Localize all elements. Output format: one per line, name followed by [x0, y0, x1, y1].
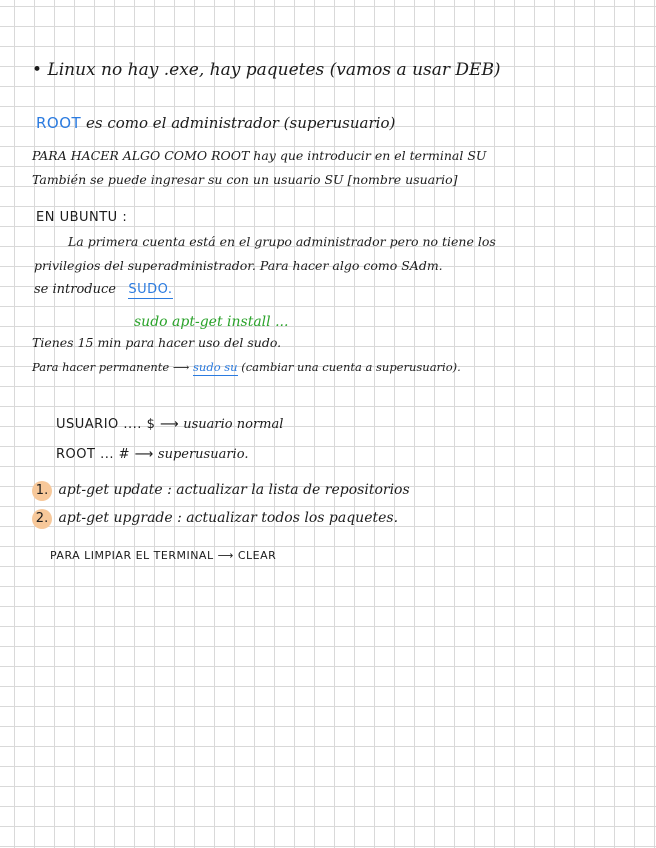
- line-sudo-install: sudo apt-get install ...: [134, 314, 289, 330]
- list-item-update-text: apt-get update : actualizar la lista de repositorios: [58, 482, 410, 498]
- usuario-desc: usuario normal: [183, 417, 284, 432]
- line-permanente: [32, 362, 461, 374]
- line-tambien: También se puede ingresar su con un usuario SU [nombre usuario]: [32, 172, 458, 187]
- root-desc: superusuario.: [157, 447, 249, 462]
- line-root-text: es como el administrador (superusuario): [85, 114, 396, 132]
- line-primera-cuenta: La primera cuenta está en el grupo administrador pero no tiene los: [68, 234, 496, 249]
- sudo-su-word: sudo su: [193, 360, 238, 374]
- line-linux: [32, 62, 501, 79]
- line-privilegios: privilegios del superadministrador. Para hacer algo como SAdm.: [34, 258, 443, 273]
- list-item-upgrade: [32, 509, 398, 529]
- root-prompt: ROOT ... # ⟶: [56, 447, 154, 462]
- number-badge: 2.: [32, 509, 52, 529]
- bullet: •: [32, 60, 43, 80]
- list-item-upgrade-text: apt-get upgrade : actualizar todos los paquetes.: [58, 510, 399, 526]
- usuario-prompt: USUARIO .... $ ⟶: [56, 417, 180, 432]
- sudo-word: SUDO.: [128, 282, 173, 297]
- root-word: ROOT: [36, 114, 82, 132]
- number-badge: 1.: [32, 481, 52, 501]
- line-permanente-note: (cambiar una cuenta a superusuario).: [241, 360, 461, 374]
- line-tienes: Tienes 15 min para hacer uso del sudo.: [32, 335, 282, 350]
- line-para-hacer: PARA HACER ALGO COMO ROOT hay que introducir en el terminal SU: [32, 148, 487, 163]
- line-root: [36, 116, 395, 131]
- list-item-update: [32, 481, 410, 501]
- line-permanente-text: Para hacer permanente ⟶: [32, 360, 190, 374]
- line-clear: PARA LIMPIAR EL TERMINAL ⟶ CLEAR: [50, 549, 277, 562]
- line-introduce: [34, 283, 173, 296]
- line-linux-text: Linux no hay .exe, hay paquetes (vamos a usar DEB): [47, 60, 501, 80]
- line-usuario: [56, 418, 283, 431]
- line-root-prompt: [56, 448, 248, 461]
- heading-ubuntu: EN UBUNTU :: [36, 210, 128, 225]
- line-introduce-text: se introduce: [34, 282, 116, 297]
